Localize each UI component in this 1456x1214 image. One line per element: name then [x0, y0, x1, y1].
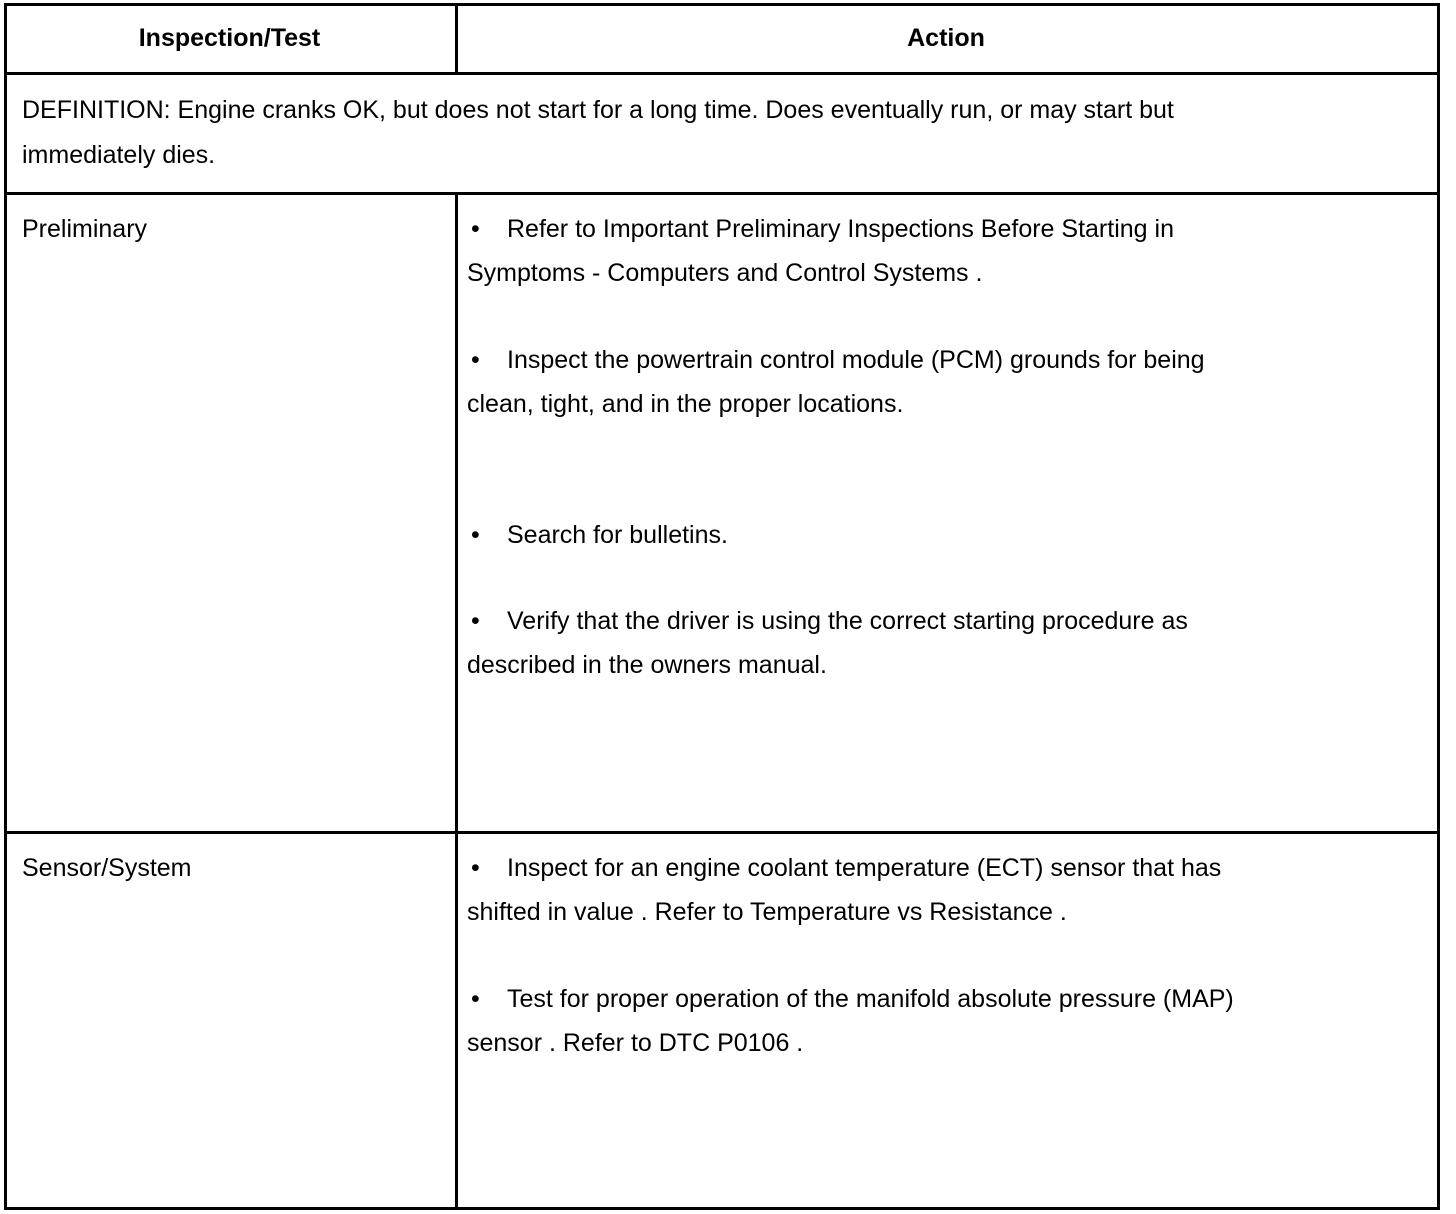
item-text-line-2: clean, tight, and in the proper locations. [467, 390, 904, 418]
preliminary-item-1 [467, 207, 1387, 295]
item-text-line-1: Inspect the powertrain control module (PCM) grounds for being [507, 346, 1205, 374]
definition-line-2: immediately dies. [22, 141, 216, 169]
sensor-item-1 [467, 846, 1387, 934]
preliminary-item-4 [467, 599, 1387, 687]
item-text-line-2: sensor . Refer to DTC P0106 . [467, 1029, 804, 1057]
definition-line-1: DEFINITION: Engine cranks OK, but does not start for a long time. Does eventually run, or may start but [22, 96, 1174, 124]
row-label-sensor-system: Sensor/System [22, 854, 192, 882]
item-text-line-2: Symptoms - Computers and Control Systems . [467, 259, 983, 287]
item-text-line-1: Verify that the driver is using the correct starting procedure as [507, 607, 1188, 635]
item-text-line-1: Inspect for an engine coolant temperature (ECT) sensor that has [507, 854, 1222, 882]
item-text-line-1: Test for proper operation of the manifold absolute pressure (MAP) [507, 985, 1234, 1013]
bullet-icon: • [471, 521, 480, 549]
column-divider-body [455, 192, 458, 1207]
header-inspection-test: Inspection/Test [138, 24, 321, 52]
bullet-icon: • [471, 985, 480, 1013]
bullet-icon: • [471, 215, 480, 243]
item-text-line-1: Search for bulletins. [507, 521, 728, 549]
sensor-item-2 [467, 977, 1387, 1065]
definition-divider [7, 192, 1437, 195]
bullet-icon: • [471, 346, 480, 374]
preliminary-item-2 [467, 338, 1387, 426]
item-text-line-1: Refer to Important Preliminary Inspections Before Starting in [507, 215, 1174, 243]
bullet-icon: • [471, 854, 480, 882]
row-divider [7, 831, 1437, 834]
row-label-preliminary: Preliminary [22, 215, 148, 243]
preliminary-item-3 [467, 513, 1387, 557]
bullet-icon: • [471, 607, 480, 635]
header-divider [7, 72, 1437, 75]
header-action: Action [907, 24, 985, 52]
item-text-line-2: shifted in value . Refer to Temperature vs Resistance . [467, 898, 1067, 926]
item-text-line-2: described in the owners manual. [467, 651, 827, 679]
